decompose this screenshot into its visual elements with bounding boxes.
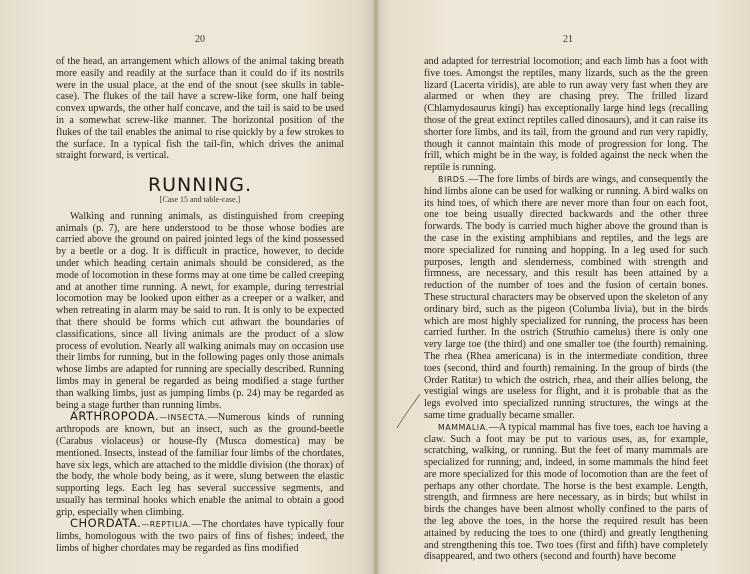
right-intro-paragraph: and adapted for terrestrial locomotion; and each limb has a foot with five toes. Amongst the reptiles, many lizards, such as the the green lizard (Lacerta viridis), are able to run away very fast when they are alarmed or when they are chasing prey. The frilled lizard (Chlamydosaurus kingi) has exceptionally large hind legs (recalling those of the great extinct reptiles called dinosaurs), and it can raise its shorter fore limbs, and its tail, from the ground and run very rapidly, though it cannot maintain this mode of progression for long. The frill, which might be in the way, is folded against the neck when the reptile is running. (424, 56, 708, 174)
arthropoda-heading: ARTHROPODA. (70, 409, 160, 424)
left-page-body (56, 56, 344, 555)
page-number-left: 20 (195, 34, 205, 45)
section-heading-running: RUNNING. (147, 174, 253, 197)
chordata-text: —The chordates have typically four limbs, homologous with the two pairs of fins of fishes; indeed, the limbs of higher chordates may be regarded as fins modified (56, 519, 344, 555)
section-note: [Case 15 and table-case.] (159, 194, 241, 204)
right-page (376, 0, 750, 574)
arthropoda-text: —Numerous kinds of running arthropods are known, but an insect, such as the ground-beetle (Carabus violaceus) or house-fly (Musca domestica) may be mentioned. Insects, instead of the familiar four limbs of the chordates, have six legs, which are attached to the middle division (the thorax) of the body, the whole body being, as it were, slung between the elastic supporting legs. Each leg has several successive segments, and usually has terminal hooks which enable the animal to obtain a good grip, especially when climbing. (56, 412, 344, 518)
left-intro-paragraph: of the head, an arrangement which allows of the animal taking breath more easily and readily at the surface than it could do if its nostrils were in the usual place, at the end of the snout (see skulls in table-case). The flukes of the tail have a screw-like form, one half being convex upwards, the other half concave, and the tail is said to be used in a somewhat screw-like manner. The horizontal position of the flukes of the tail enables the animal to rise quickly by a few strokes to the surface. In a typical fish the tail-fin, which drives the animal straight forward, is vertical. (56, 56, 344, 162)
page-number-right: 21 (563, 34, 573, 45)
birds-heading: BIRDS. (438, 174, 469, 184)
right-page-body (424, 56, 708, 563)
reptilia-subheading: —REPTILIA. (141, 520, 192, 530)
mammalia-paragraph (424, 422, 708, 564)
chordata-paragraph (56, 518, 344, 554)
birds-text: —The fore limbs of birds are wings, and consequently the hind limbs alone can be used for walking or running. A bird walks on its hind toes, of which there are never more than four on each foot, one toe being usually directed backwards and the other three forwards. The body is carried much higher above the ground than is the case in the existing amphibians and reptiles, and the legs are more specialized for running and hopping. In a leg used for such purposes, length and slenderness, combined with strength and firmness, are necessary, and this result has been attained by a reduction of the number of toes and the fusion of certain bones. These structural characters may be observed upon the skeleton of any ordinary bird, such as the pigeon (Columba livia), but in the birds which are most highly specialized for running, the process has been carried further. In the ostrich (Struthio camelus) there is only one very large toe (the third) and one smaller toe (the fourth) remaining. The rhea (Rhea americana) is in the intermediate condition, three toes (second, third and fourth) remaining. In the group of birds (the Order Ratitæ) to which the ostrich, rhea, and their allies belong, the vestigial wings are useless for flight, and it is probable that as the legs evolved into specialized running structures, the wings at the same time gradually became smaller. (424, 173, 708, 421)
book-gutter (372, 0, 380, 574)
birds-paragraph (424, 174, 708, 422)
insecta-subheading: —INSECTA. (159, 413, 208, 423)
chordata-heading: CHORDATA. (70, 516, 142, 531)
mammalia-text: —A typical mammal has five toes, each toe having a claw. Such a foot may be put to various uses, as, for example, scratching, walking, or running. But the feet of many mammals are specialized for running; and, indeed, in some mammals the hind feet are more specialized for this mode of locomotion than are the feet of perhaps any other chordate. The horse is the best example. Length, strength, and firmness are here necessary, as in birds; but whilst in birds the changes have been almost wholly confined to the parts of the leg above the toes, in the horse the required result has been attained by reducing the toes to one (third) and greatly lengthening and strengthening this toe. Two toes (first and fifth) have completely disappeared, and two others (second and fourth) have become (424, 421, 708, 563)
running-paragraph: Walking and running animals, as distinguished from creeping animals (p. 7), are here understood to be those whose bodies are carried above the ground on paired jointed legs of the kind possessed by a beetle or a dog. It is difficult in practice, however, to decide under which heading certain animals should be considered, as the mode of locomotion in these forms may at one time be called creeping and at another time running. A newt, for example, during terrestrial locomotion may be looked upon either as a creeper or a walker, and when retreating in alarm may be said to run. It is only to be expected that there should be forms which cut athwart the boundaries of classifications, since all living animals are the product of a slow process of evolution. Nearly all walking animals may on occasion use their limbs for running, but in the following pages only those animals whose limbs are adapted for running are specially described. Running limbs may in general be regarded as being modified a stage further than walking limbs, just as jumping limbs (p. 24) may be regarded as being a stage further than running limbs. (56, 210, 344, 411)
pencil-mark (394, 392, 424, 432)
mammalia-heading: MAMMALIA. (438, 422, 489, 432)
arthropoda-paragraph (56, 411, 344, 518)
